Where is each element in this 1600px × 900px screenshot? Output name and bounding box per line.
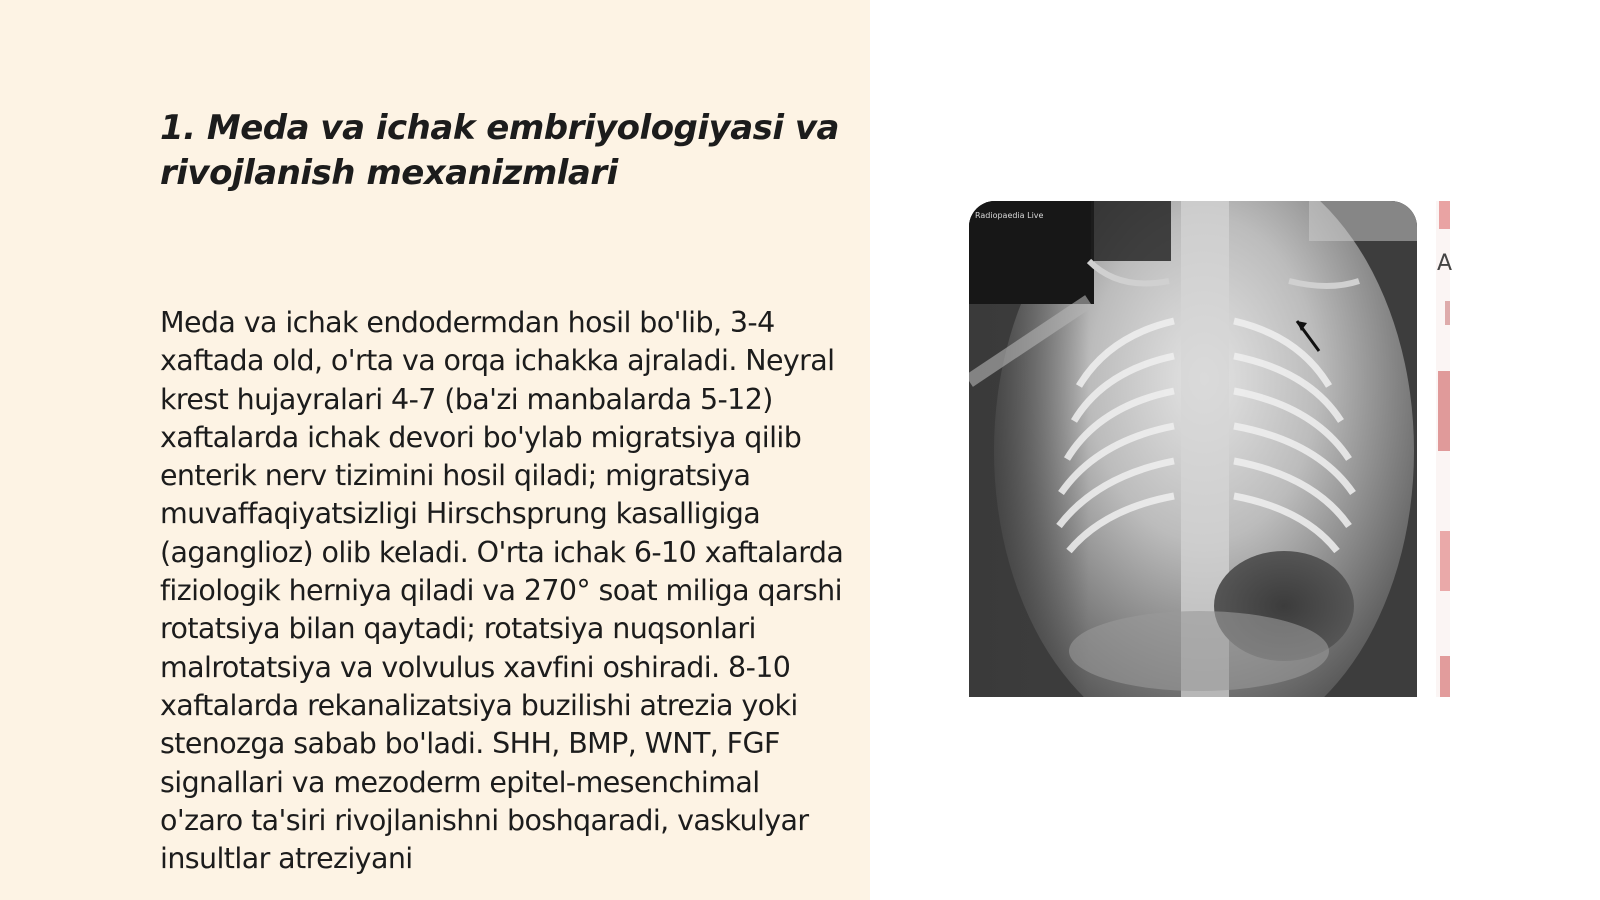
xray-illustration <box>969 201 1417 697</box>
slide-title: 1. Meda va ichak embriyologiyasi va rivojlanish mexanizmlari <box>160 108 839 193</box>
xray-image <box>969 201 1417 697</box>
xray-watermark-text: Radiopaedia Live <box>975 211 1044 220</box>
side-figure-label: A <box>1437 251 1453 276</box>
slide-body-text: Meda va ichak endodermdan hosil bo'lib, 3-4 xaftada old, o'rta va orqa ichakka ajraladi. Neyral krest hujayralari 4-7 (ba'zi manbalarda 5-12) xaftalarda ichak devori bo'ylab migratsiya qilib enterik nerv tizimini hosil qiladi; migratsiya muvaffaqiyatsizligi Hirschsprung kasalligiga (aganglioz) olib keladi. O'rta ichak 6-10 xaftalarda fiziologik herniya qiladi va 270° soat miliga qarshi rotatsiya bilan qaytadi; rotatsiya nuqsonlari malrotatsiya va volvulus xavfini oshiradi. 8-10 xaftalarda rekanalizatsiya buzilishi atrezia yoki stenozga sabab bo'ladi. SHH, BMP, WNT, FGF signallari va mezoderm epitel-mesenchimal o'zaro ta'siri rivojlanishni boshqaradi, vaskulyar insultlar atreziyani <box>160 306 844 876</box>
